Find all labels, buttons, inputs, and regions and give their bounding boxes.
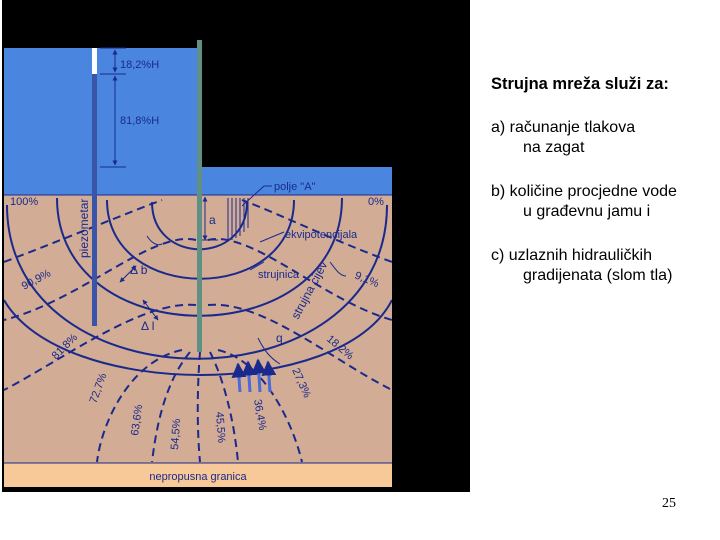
- pct-0-label: 0%: [368, 196, 384, 208]
- potential-label-45-5: 45,5%: [213, 411, 228, 444]
- potential-label-54-5: 54,5%: [169, 418, 184, 451]
- slide-number: 25: [662, 496, 676, 511]
- item-a-line2: na zagat: [523, 139, 585, 156]
- item-a-line1: a) računanje tlakova: [491, 119, 636, 136]
- potential-label-90-9: 90,9%: [19, 267, 53, 293]
- item-c-line2: gradijenata (slom tla): [523, 267, 673, 284]
- potential-label-9-1: 9,1%: [352, 269, 381, 291]
- piezometer-label: piezometar: [77, 198, 91, 258]
- potential-label-63-6: 63,6%: [129, 403, 146, 437]
- potential-label-18-2: 18,2%: [324, 333, 356, 363]
- panel-item-a: [491, 118, 635, 158]
- a-label: a: [209, 213, 216, 227]
- item-b-line1: b) količine procjedne vode: [491, 183, 677, 200]
- pct-100-label: 100%: [10, 196, 39, 208]
- impermeable-label: nepropusna granica: [149, 471, 247, 483]
- delta-l-label: Δ l: [141, 319, 155, 333]
- flowline-label: strujnica: [258, 269, 299, 281]
- flow-tube-label: strujna cijev: [288, 258, 331, 322]
- delta-b-label: Δ b: [130, 263, 148, 277]
- panel-item-b: [491, 182, 677, 222]
- upstream-water: [4, 48, 200, 196]
- potential-label-81-8: 81,8%: [49, 331, 81, 363]
- head-upper-label: 18,2%H: [120, 59, 160, 71]
- panel-item-c: [491, 246, 672, 286]
- potential-label-27-3: 27,3%: [289, 366, 313, 400]
- item-b-line2: u građevnu jamu i: [523, 203, 651, 220]
- piezometer-top: [92, 48, 97, 74]
- q-label: q: [276, 331, 283, 345]
- potential-label-36-4: 36,4%: [251, 398, 269, 432]
- flow-net-diagram: [2, 0, 470, 492]
- head-lower-label: 81,8%H: [120, 115, 160, 127]
- piezometer-tube: [92, 48, 97, 326]
- equipotential-label: ekvipotencijala: [285, 229, 358, 241]
- panel-heading: Strujna mreža služi za:: [491, 75, 669, 93]
- sheet-pile: [197, 40, 202, 352]
- field-a-label: polje "A": [274, 181, 316, 193]
- potential-label-72-7: 72,7%: [87, 371, 110, 406]
- item-c-line1: c) uzlaznih hidrauličkih: [491, 247, 652, 264]
